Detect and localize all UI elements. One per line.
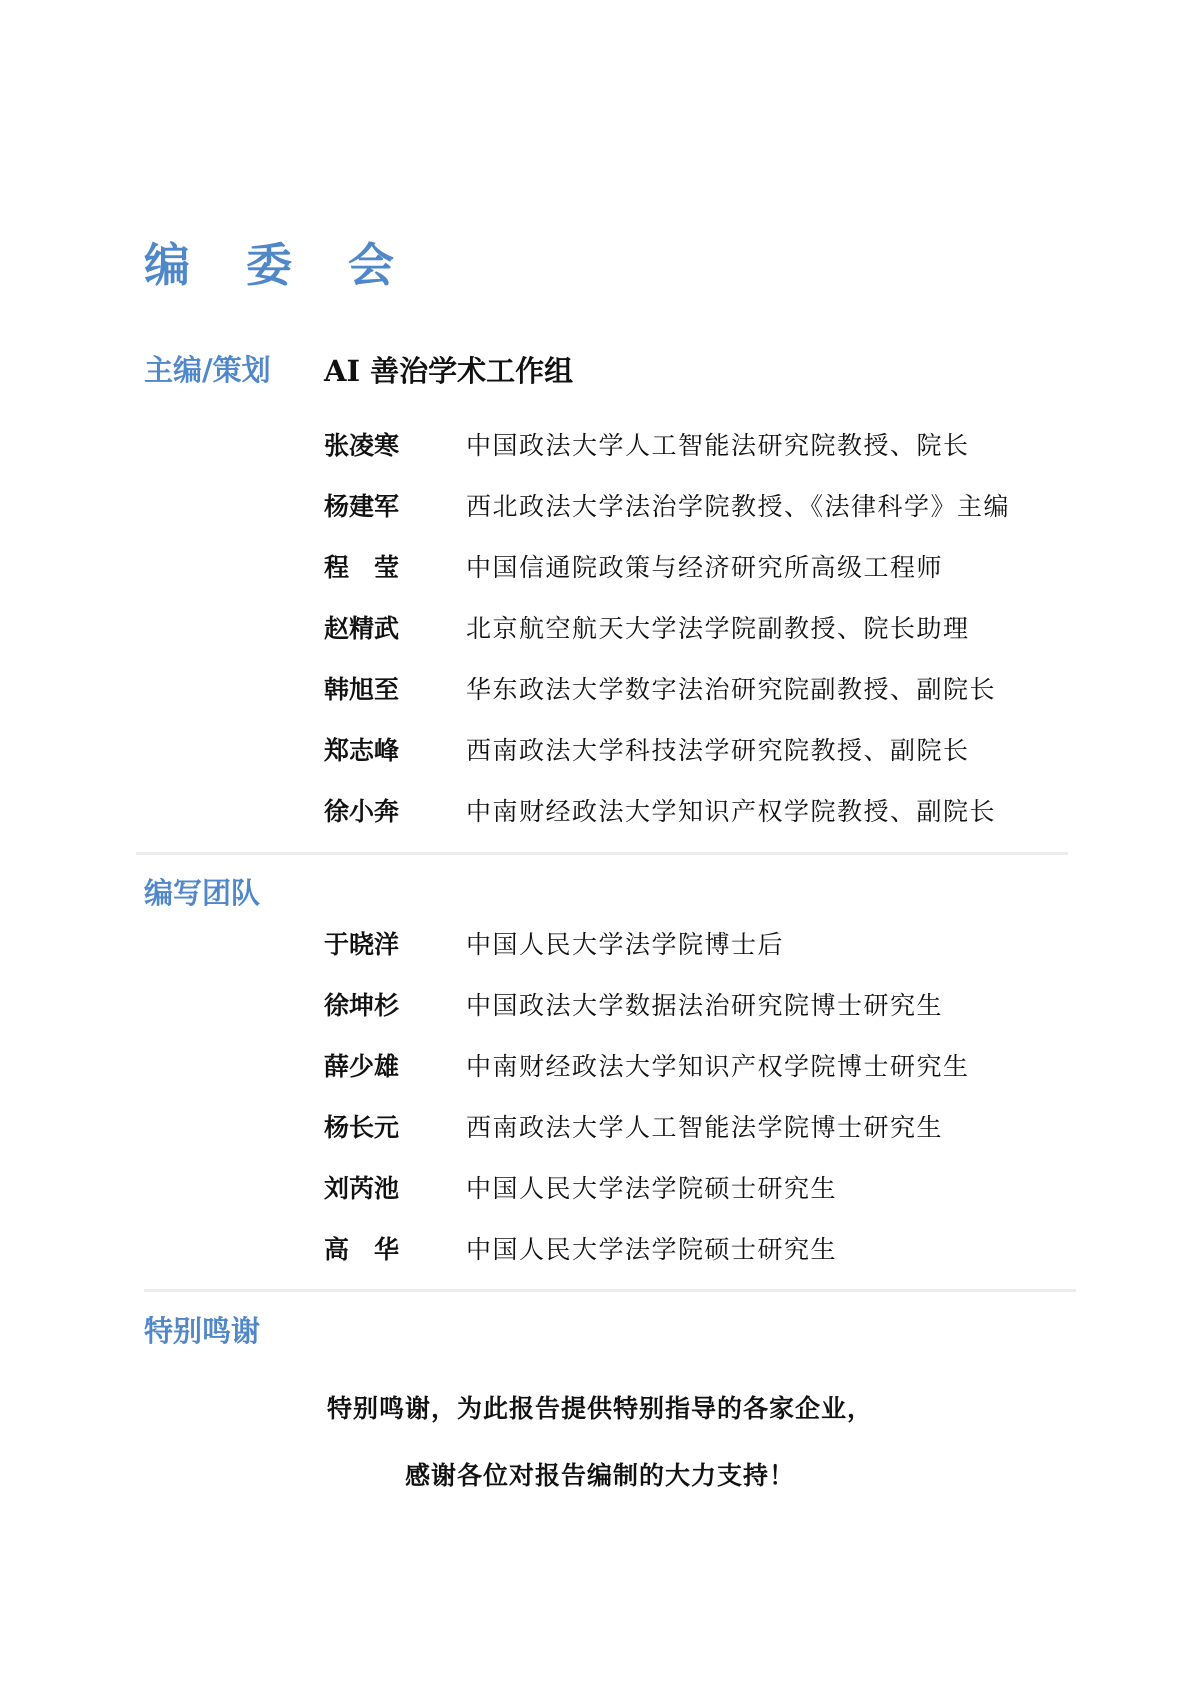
member-name: 徐坤杉 [324,990,400,1020]
member-affiliation: 北京航空航天大学法学院副教授、院长助理 [466,613,970,643]
section-divider [144,1289,1076,1292]
member-affiliation: 西南政法大学科技法学研究院教授、副院长 [466,735,970,765]
member-name: 薛少雄 [324,1051,400,1081]
member-name: 程 莹 [324,552,400,582]
member-row [324,657,1010,718]
member-affiliation: 中国政法大学人工智能法研究院教授、院长 [466,430,970,460]
section-divider [136,852,1068,855]
member-affiliation: 中国人民大学法学院硕士研究生 [466,1234,838,1264]
member-row [324,1095,970,1156]
member-affiliation: 中国人民大学法学院硕士研究生 [466,1173,838,1203]
member-row [324,1156,970,1217]
member-affiliation: 西北政法大学法治学院教授、《法律科学》主编 [466,491,1011,521]
member-row [324,718,1010,779]
member-row [324,973,970,1034]
member-affiliation: 中南财经政法大学知识产权学院教授、副院长 [466,796,997,826]
member-name: 张凌寒 [324,430,400,460]
writing-team-heading: 编写团队 [144,876,261,910]
member-affiliation: 中国政法大学数据法治研究院博士研究生 [466,990,944,1020]
member-name: 郑志峰 [324,735,400,765]
acknowledgement-line: 特别鸣谢，为此报告提供特别指导的各家企业， [326,1394,873,1423]
member-name: 赵精武 [324,613,400,643]
member-name: 韩旭至 [324,674,400,704]
member-name: 杨建军 [324,491,400,521]
member-row [324,779,1010,840]
member-affiliation: 中南财经政法大学知识产权学院博士研究生 [466,1051,970,1081]
writing-team-list [324,912,970,1278]
member-affiliation: 西南政法大学人工智能法学院博士研究生 [466,1112,944,1142]
acknowledgements-heading: 特别鸣谢 [144,1314,261,1348]
member-row [324,1217,970,1278]
member-affiliation: 华东政法大学数字法治研究院副教授、副院长 [466,674,997,704]
editor-member-list [324,413,1010,840]
member-row [324,474,1010,535]
member-row [324,596,1010,657]
member-name: 于晓洋 [324,929,400,959]
member-name: 刘芮池 [324,1173,400,1203]
member-affiliation: 中国信通院政策与经济研究所高级工程师 [466,552,944,582]
member-affiliation: 中国人民大学法学院博士后 [466,929,785,959]
member-name: 徐小奔 [324,796,400,826]
acknowledgement-line: 感谢各位对报告编制的大力支持！ [404,1461,795,1490]
member-row [324,413,1010,474]
member-row [324,912,970,973]
editor-group-name: AI 善治学术工作组 [324,354,574,388]
editor-section-heading: 主编/策划 [144,353,271,387]
member-row [324,535,1010,596]
member-name: 杨长元 [324,1112,400,1142]
page-title: 编 委 会 [144,238,415,292]
member-name: 高 华 [324,1234,400,1264]
member-row [324,1034,970,1095]
